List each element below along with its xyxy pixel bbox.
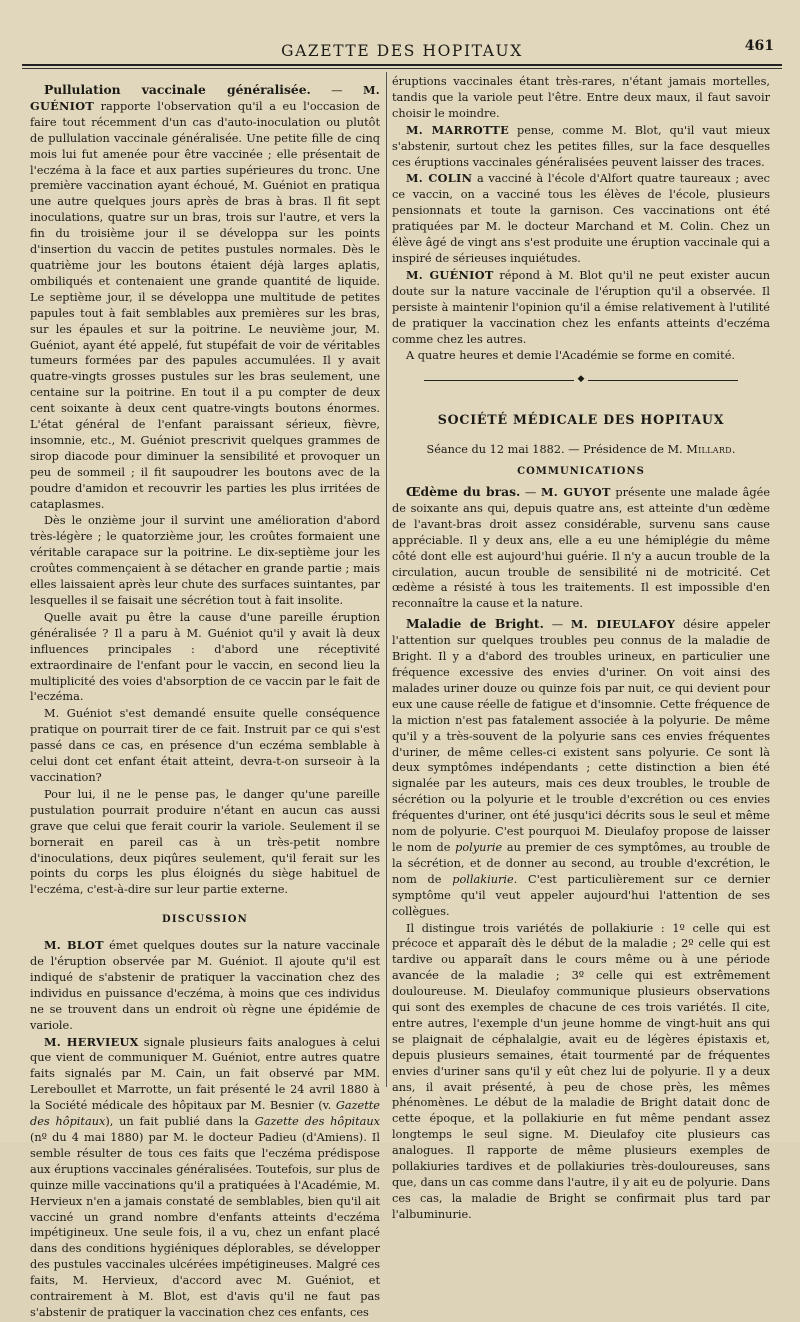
paragraph-text: présente une malade âgée de soixante ans qui, depuis quatre ans, est atteinte d'un œdème de l'avant-bras droit assez considérable, survenu sans cause appréciable. Il y deux ans, elle a eu une hémiplégie du même côté dont elle est aujourd'hui guérie. Il n'y a aucun trouble de la circulation, aucun trouble de sensibilité ni de motricité. Cet œdème a résisté à tous les traitements. Il est impossible d'en reconnaître la cause et la nature. bbox=[392, 486, 770, 611]
paragraph-text: rapporte l'observation qu'il a eu l'occasion de faire tout récemment d'un cas d'auto-inoculation ou plutôt de pullulation vaccinale généralisée. Une petite fille de cinq mois lui fut amenée pour être vaccinée ; elle présentait de l'eczéma à la face et aux parties supérieures du tronc. Une première vaccination ayant échoué, M. Guéniot en pratiqua une autre quelques jours après de bras à bras. Il fit sept inoculations, quatre sur un bras, trois sur l'autre, et vers la fin du troisième jour il se développa sur les points d'insertion du vaccin de petites pustules normales. Dès le quatrième jour les boutons étaient déjà larges aplatis, ombiliqués et contenaient une grande quantité de liquide. Le septième jour, il se développa une multitude de petites papules tout à fait semblables aux premières sur les bras, sur les épaules et sur la poitrine. Le neuvième jour, M. Guéniot, ayant été appelé, fut stupéfait de voir de véritables tumeurs formées par des papules accumulées. Il y avait quatre-vingts grosses pustules sur les bras seulement, une centaine sur la poitrine. En tout il a pu compter de deux cent soixante à deux cent quatre-vingts boutons énormes. L'état général de l'enfant paraissant sérieux, fièvre, insomnie, etc., M. Guéniot prescrivit quelques grammes de sirop diacode pour diminuer la sensibilité et provoquer un peu de sommeil ; il fit saupoudrer les boutons avec de la poudre d'amidon et recouvrir les parties les plus irritées de cataplasmes. bbox=[30, 99, 380, 511]
paragraph-blot bbox=[30, 938, 380, 1033]
paragraph-text: désire appeler l'attention sur quelques troubles peu connus de la maladie de Bright. Il y a d'abord des troubles urineux, en particulier une fréquence excessive des envies d'uriner. On voit ainsi des malades uriner douze ou quinze fois par nuit, ce qui devient pour eux une cause réelle de fatigue et d'insomnie. Cette fréquence de la miction n'est pas fatalement associée à la polyurie. De même qu'il y a très-souvent de la polyurie sans ces envies fréquentes d'uriner, de même celles-ci existent sans polyurie. Ce sont là deux symptômes indépendants ; cette distinction a bien été signalée par les auteurs, mais ces deux troubles, le trouble de sécrétion ou la polyurie et le trouble d'excrétion ou ces envies fréquentes d'uriner, ont été jusqu'ici décrits sous le seul et même nom de polyurie. C'est pourquoi M. Dieulafoy propose de laisser le nom de bbox=[392, 618, 771, 854]
article-oedeme bbox=[392, 484, 770, 612]
dash: — bbox=[543, 618, 571, 632]
header-rule-thick bbox=[22, 64, 782, 66]
paragraph-text: ), un fait publié dans la bbox=[105, 1115, 255, 1129]
left-column bbox=[30, 70, 380, 1322]
speaker-name: M. COLIN bbox=[406, 171, 473, 186]
paragraph: Dès le onzième jour il survint une amélioration d'abord très-légère ; le quatorzième jour, les croûtes formaient une véritable carapace sur la poitrine. Le dix-septième jour les croûtes commençaient à se détacher en grande partie ; mais elles laissaient après leur chute des surfaces suintantes, par lesquelles il se faisait une sécrétion tout à fait insolite. bbox=[30, 514, 380, 607]
seance-text: . bbox=[731, 443, 736, 457]
speaker-name: M. MARROTTE bbox=[406, 122, 509, 137]
header-rule-thin bbox=[22, 68, 782, 69]
paragraph-continued: éruptions vaccinales étant très-rares, n'étant jamais mortelles, tandis que la variole peut l'être. Entre deux maux, il faut savoir choisir le moindre. bbox=[392, 75, 770, 120]
speaker-name: M. HERVIEUX bbox=[44, 1034, 139, 1049]
paragraph-closing: A quatre heures et demie l'Académie se forme en comité. bbox=[406, 349, 735, 363]
page-number: 461 bbox=[744, 38, 774, 54]
speaker-name: M. DIEULAFOY bbox=[570, 617, 676, 632]
speaker-name: M. BLOT bbox=[44, 938, 104, 953]
speaker-name: M. GUÉNIOT bbox=[30, 83, 380, 113]
journal-title: GAZETTE DES HOPITAUX bbox=[281, 42, 523, 60]
paragraph-hervieux bbox=[30, 1035, 380, 1321]
paragraph-text: . C'est particulièrement sur ce dernier symptôme qu'il veut appeler aujourd'hui l'attention de ses collègues. bbox=[392, 872, 770, 918]
paragraph-text: répond à M. Blot qu'il ne peut exister aucun doute sur la nature vaccinale de l'éruption qu'il a observée. Il persiste à maintenir l'opinion qu'il a émise relativement à l'utilité de pratiquer la vaccination chez les enfants atteints d'eczéma comme chez les autres. bbox=[392, 268, 770, 346]
dash: — bbox=[520, 486, 541, 500]
speaker-name: M. GUÉNIOT bbox=[406, 267, 494, 282]
paragraph: M. Guéniot s'est demandé ensuite quelle conséquence pratique on pourrait tirer de ce fait. Instruit par ce qui s'est passé dans ce cas, en présence d'un eczéma semblable à celui dont cet enfant était atteint, devra-t-on surseoir à la vaccination? bbox=[30, 707, 380, 784]
paragraph: Quelle avait pu être la cause d'une pareille éruption généralisée ? Il a paru à M. Guéniot qu'il y avait là deux influences principales : d'abord une réceptivité extraordinaire de l'enfant pour le vaccin, en second lieu la multiplicité des voies d'absorption de ce vaccin par le fait de l'eczéma. bbox=[30, 610, 380, 704]
paragraph-text: a vacciné à l'école d'Alfort quatre taureaux ; avec ce vaccin, on a vacciné tous les élèves de l'école, plusieurs pensionnats et toute la garnison. Ces vaccinations ont été pratiquées par M. le docteur Marchand et M. Colin. Chez un élève âgé de vingt ans s'est produite une éruption vaccinale qui a inspiré de sérieuses inquiétudes. bbox=[392, 172, 770, 265]
president-name: Millard bbox=[686, 443, 732, 457]
paragraph: Il distingue trois variétés de pollakiurie : 1º celle qui est précoce et apparaît dès le début de la maladie ; 2º celle qui est tardive ou apparaît dans le cours même ou à une période avancée de la maladie ; 3º celle qui est extrêmement douloureuse. M. Dieulafoy communique plusieurs observations qui sont des exemples de chacune de ces trois variétés. Il cite, entre autres, l'exemple d'un jeune homme de vingt-huit ans qui se plaignait de céphalalgie, avait eu de légères épistaxis et, depuis plusieurs semaines, était tourmenté par de fréquentes envies d'uriner sans qu'il y eût chez lui de polyurie. Il y a deux ans, il avait présenté, à peu de chose près, les mêmes phénomènes. Le début de la maladie de Bright datait donc de cette époque, et la pollakiurie en fut même pendant assez longtemps le seul signe. M. Dieulafoy cite plusieurs cas analogues. Il rapporte de même plusieurs exemples de pollakiuries tardives et de pollakiuries très-douloureuses, sans que, dans un cas comme dans l'autre, il y ait eu de polyurie. Dans ces cas, la maladie de Bright se confirmait plus tard par l'albuminurie. bbox=[392, 921, 770, 1221]
article-pullulation bbox=[30, 82, 380, 512]
section-ornament bbox=[392, 372, 770, 386]
article-heading: Œdème du bras. bbox=[406, 484, 521, 500]
seance-line bbox=[392, 442, 770, 458]
paragraph-gueniot bbox=[392, 268, 770, 348]
seance-text: Séance du 12 mai 1882. — Présidence de M. bbox=[426, 443, 687, 457]
ornament-line bbox=[588, 380, 738, 381]
paragraph-text: pense, comme M. Blot, qu'il vaut mieux s'abstenir, surtout chez les petites filles, sur la face desquelles ces éruptions vaccinales généralisées peuvent laisser des traces. bbox=[392, 123, 770, 169]
article-bright bbox=[392, 616, 770, 919]
paragraph-text: au premier de ces symptômes, au trouble de la sécrétion, et de donner au second, au trouble d'excrétion, le nom de bbox=[392, 840, 771, 886]
society-heading: SOCIÉTÉ MÉDICALE DES HOPITAUX bbox=[437, 412, 725, 428]
article-heading: Maladie de Bright. bbox=[406, 616, 544, 632]
ornament-line bbox=[424, 380, 574, 381]
speaker-name: M. GUYOT bbox=[540, 485, 611, 500]
italic-citation: Gazette des hôpitaux bbox=[254, 1115, 380, 1129]
column-divider bbox=[386, 72, 387, 1087]
dash: — bbox=[310, 84, 363, 97]
paragraph-colin bbox=[392, 171, 770, 266]
paragraph-marrotte bbox=[392, 123, 770, 171]
article-heading: Pullulation vaccinale généralisée. bbox=[44, 82, 311, 97]
paragraph-text: signale plusieurs faits analogues à celui que vient de communiquer M. Guéniot, entre autres quatre faits signalés par M. Cain, un fait observé par MM. Lereboullet et Marrotte, un fait présenté le 24 avril 1880 à la Société médicale des hôpitaux par M. Besnier (v. bbox=[30, 1035, 381, 1113]
page-header bbox=[22, 38, 782, 62]
communications-heading: COMMUNICATIONS bbox=[517, 466, 645, 478]
discussion-heading: DISCUSSION bbox=[161, 914, 248, 926]
italic-term: pollakiurie bbox=[452, 872, 514, 886]
paragraph: Pour lui, il ne le pense pas, le danger qu'une pareille pustulation pourrait produire n'étant en aucun cas aussi grave que celui que ferait courir la variole. Seulement il se bornerait en pareil cas à un très-petit nombre d'inoculations, deux piqûres seulement, qu'il ferait sur les points du corps les plus éloignés du siège habituel de l'eczéma, c'est-à-dire sur leur partie externe. bbox=[30, 787, 380, 897]
italic-citation: Gazette des hôpitaux bbox=[30, 1099, 380, 1129]
right-column bbox=[392, 70, 770, 1224]
italic-term: polyurie bbox=[455, 840, 503, 854]
paragraph-text: (nº du 4 mai 1880) par M. le docteur Padieu (d'Amiens). Il semble résulter de tous ces faits que l'eczéma prédispose aux éruptions vaccinales généralisées. Toutefois, sur plus de quinze mille vaccinations qu'il a pratiquées à l'Académie, M. Hervieux n'en a jamais constaté de semblables, bien qu'il ait vacciné un grand nombre d'enfants atteints d'eczéma impétigineux. Une seule fois, il a vu, chez un enfant placé dans des conditions hygiéniques déplorables, se développer des pustules vaccinales ulcérées impétigineuses. Malgré ces faits, M. Hervieux, d'accord avec M. Guéniot, et contrairement à M. Blot, est d'avis qu'il ne faut pas s'abstenir de pratiquer la vaccination chez ces enfants, ces bbox=[30, 1131, 380, 1319]
paragraph-text: émet quelques doutes sur la nature vaccinale de l'éruption observée par M. Guéniot. Il ajoute qu'il est indiqué de s'abstenir de pratiquer la vaccination chez des individus en puissance d'eczéma, à moins que ces individus ne se trouvent dans un endroit où règne une épidémie de variole. bbox=[30, 939, 380, 1032]
diamond-icon: ◆ bbox=[577, 374, 585, 385]
